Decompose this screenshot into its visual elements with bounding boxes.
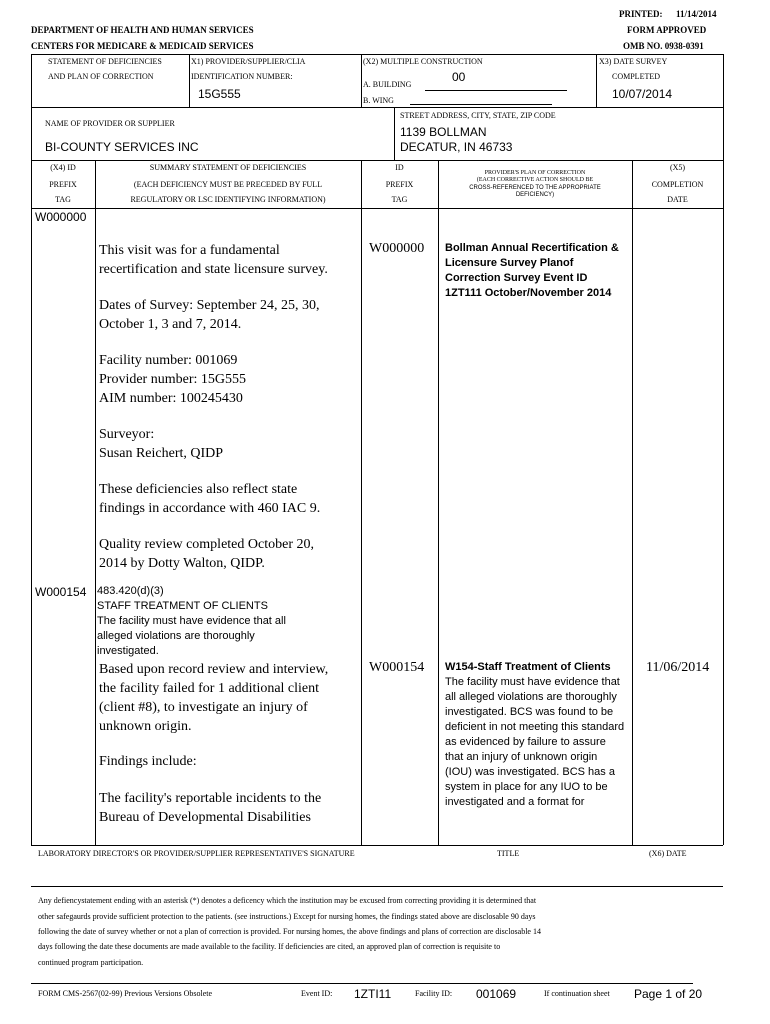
building-value: 00	[452, 70, 466, 84]
department-title: DEPARTMENT OF HEALTH AND HUMAN SERVICES	[31, 25, 254, 35]
col-summary-2: (EACH DEFICIENCY MUST BE PRECEDED BY FULL	[133, 180, 323, 189]
form-number: FORM CMS-2567(02-99) Previous Versions Obsolete	[38, 989, 213, 998]
finding-paragraph-2: Findings include:	[99, 754, 197, 769]
continuation-label: If continuation sheet	[544, 989, 610, 998]
completion-date-w000154: 11/06/2014	[646, 660, 710, 675]
col-summary-1: SUMMARY STATEMENT OF DEFICIENCIES	[149, 163, 307, 172]
printed-date: 11/14/2014	[676, 9, 717, 19]
col-date: DATE	[667, 195, 688, 204]
finding-paragraph-3: The facility's reportable incidents to the Bureau of Developmental Disabilities	[99, 791, 322, 825]
summary-paragraph-1: This visit was for a fundamental recertification and state licensure survey.	[99, 243, 328, 277]
provider-name-value: BI-COUNTY SERVICES INC	[45, 140, 199, 154]
col-plan-3: CROSS-REFERENCED TO THE APPROPRIATE	[469, 185, 601, 191]
col-prefix-2: PREFIX	[385, 180, 414, 189]
regulation-number: 483.420(d)(3)	[97, 585, 164, 597]
provider-id-value: 15G555	[198, 87, 241, 101]
omb-number: OMB NO. 0938-0391	[623, 41, 704, 51]
building-label: A. BUILDING	[363, 80, 412, 89]
director-signature-label: LABORATORY DIRECTOR'S OR PROVIDER/SUPPLIER REPRESENTATIVE'S SIGNATURE	[38, 849, 355, 858]
disclaimer-line-2: other safegaurds provide sufficient protection to the patients. (see instructions.) Except for nursing homes, the findings stated above are disclosable 90 days	[38, 912, 536, 921]
disclaimer-line-1: Any defiencystatement ending with an asterisk (*) denotes a deficency which the institution may be excused from correcting providing it is determined that	[38, 896, 537, 905]
col-tag: TAG	[55, 195, 71, 204]
col-plan-2: (EACH CORRECTIVE ACTION SHOULD BE	[476, 177, 594, 183]
address-label: STREET ADDRESS, CITY, STATE, ZIP CODE	[400, 111, 556, 120]
surveyor-label: Surveyor:	[99, 427, 155, 442]
disclaimer-line-4: days following the date these documents are made available to the facility. If deficiencies are cited, an approved plan of correction is requisite to	[38, 942, 501, 951]
printed-label: PRINTED:	[619, 9, 663, 19]
summary-paragraph-6: Quality review completed October 20, 2014 by Dotty Walton, QIDP.	[99, 537, 314, 571]
facility-id-value: 001069	[476, 987, 517, 1001]
col-id: ID	[395, 163, 404, 172]
page-number: Page 1 of 20	[634, 987, 703, 1001]
disclaimer-line-5: continued program participation.	[38, 958, 144, 967]
col-plan-4: DEFICIENCY)	[515, 192, 555, 198]
event-id-value: 1ZTI11	[354, 987, 392, 1001]
provider-number: Provider number: 15G555	[99, 372, 246, 387]
centers-title: CENTERS FOR MEDICARE & MEDICAID SERVICES	[31, 41, 254, 51]
date-survey-value: 10/07/2014	[612, 87, 673, 101]
statement-label-2: AND PLAN OF CORRECTION	[48, 72, 154, 81]
col-x4-id: (X4) ID	[50, 163, 76, 172]
statement-label-1: STATEMENT OF DEFICIENCIES	[48, 57, 162, 66]
provider-id-label-2: IDENTIFICATION NUMBER:	[191, 72, 293, 81]
col-x5: (X5)	[669, 163, 686, 172]
summary-paragraph-5: These deficiencies also reflect state findings in accordance with 460 IAC 9.	[99, 482, 321, 516]
plan-w000154-body: The facility must have evidence that all alleged violations are thoroughly investigated. BCS was found to be deficient in not meeting this standard as evidenced by failure to assure that an injury of unknown origin (IOU) was investigated. BCS has a system in place for any IUO to be investigated and a format for	[445, 676, 625, 808]
col-prefix: PREFIX	[49, 180, 77, 189]
col-plan-1: PROVIDER'S PLAN OF CORRECTION	[484, 170, 586, 176]
plan-tag-w000000: W000000	[369, 241, 425, 256]
summary-paragraph-2: Dates of Survey: September 24, 25, 30, October 1, 3 and 7, 2014.	[99, 298, 320, 332]
finding-paragraph-1: Based upon record review and interview, the facility failed for 1 additional client (client #8), to investigate an injury of unknown origin.	[99, 662, 329, 734]
provider-name-label: NAME OF PROVIDER OR SUPPLIER	[45, 119, 175, 128]
tag-w000154: W000154	[35, 585, 87, 599]
aim-number: AIM number: 100245430	[99, 391, 243, 406]
title-label: TITLE	[497, 849, 520, 858]
facility-id-label: Facility ID:	[415, 989, 453, 998]
event-id-label: Event ID:	[301, 989, 333, 998]
col-completion: COMPLETION	[651, 180, 704, 189]
disclaimer-line-3: following the date of survey whether or not a plan of correction is provided. For nursing homes, the above findings and plans of correction are disclosable 14	[38, 927, 541, 936]
wing-label: B. WING	[363, 96, 394, 105]
facility-number: Facility number: 001069	[99, 353, 238, 368]
plan-w000154-text	[445, 660, 625, 810]
date-survey-label-1: X3) DATE SURVEY	[599, 57, 668, 66]
surveyor-name: Susan Reichert, QIDP	[99, 446, 224, 461]
plan-w000154-heading: W154-Staff Treatment of Clients	[445, 661, 611, 673]
plan-tag-w000154: W000154	[369, 660, 425, 675]
col-summary-3: REGULATORY OR LSC IDENTIFYING INFORMATION)	[130, 195, 326, 204]
tag-w000000: W000000	[35, 210, 87, 224]
multiple-construction-label: (X2) MULTIPLE CONSTRUCTION	[363, 57, 483, 66]
address-line-2: DECATUR, IN 46733	[400, 140, 513, 154]
date-survey-label-2: COMPLETED	[612, 72, 660, 81]
address-line-1: 1139 BOLLMAN	[400, 125, 487, 139]
col-tag-2: TAG	[391, 195, 408, 204]
regulation-text: The facility must have evidence that all alleged violations are thoroughly investigated.	[97, 615, 286, 657]
provider-id-label-1: X1) PROVIDER/SUPPLIER/CLIA	[191, 57, 306, 66]
x6-date-label: (X6) DATE	[649, 849, 687, 858]
plan-w000000-text: Bollman Annual Recertification & Licensure Survey Planof Correction Survey Event ID 1ZT111 October/November 2014	[445, 242, 619, 299]
regulation-title: STAFF TREATMENT OF CLIENTS	[97, 600, 268, 612]
form-approved: FORM APPROVED	[627, 25, 707, 35]
